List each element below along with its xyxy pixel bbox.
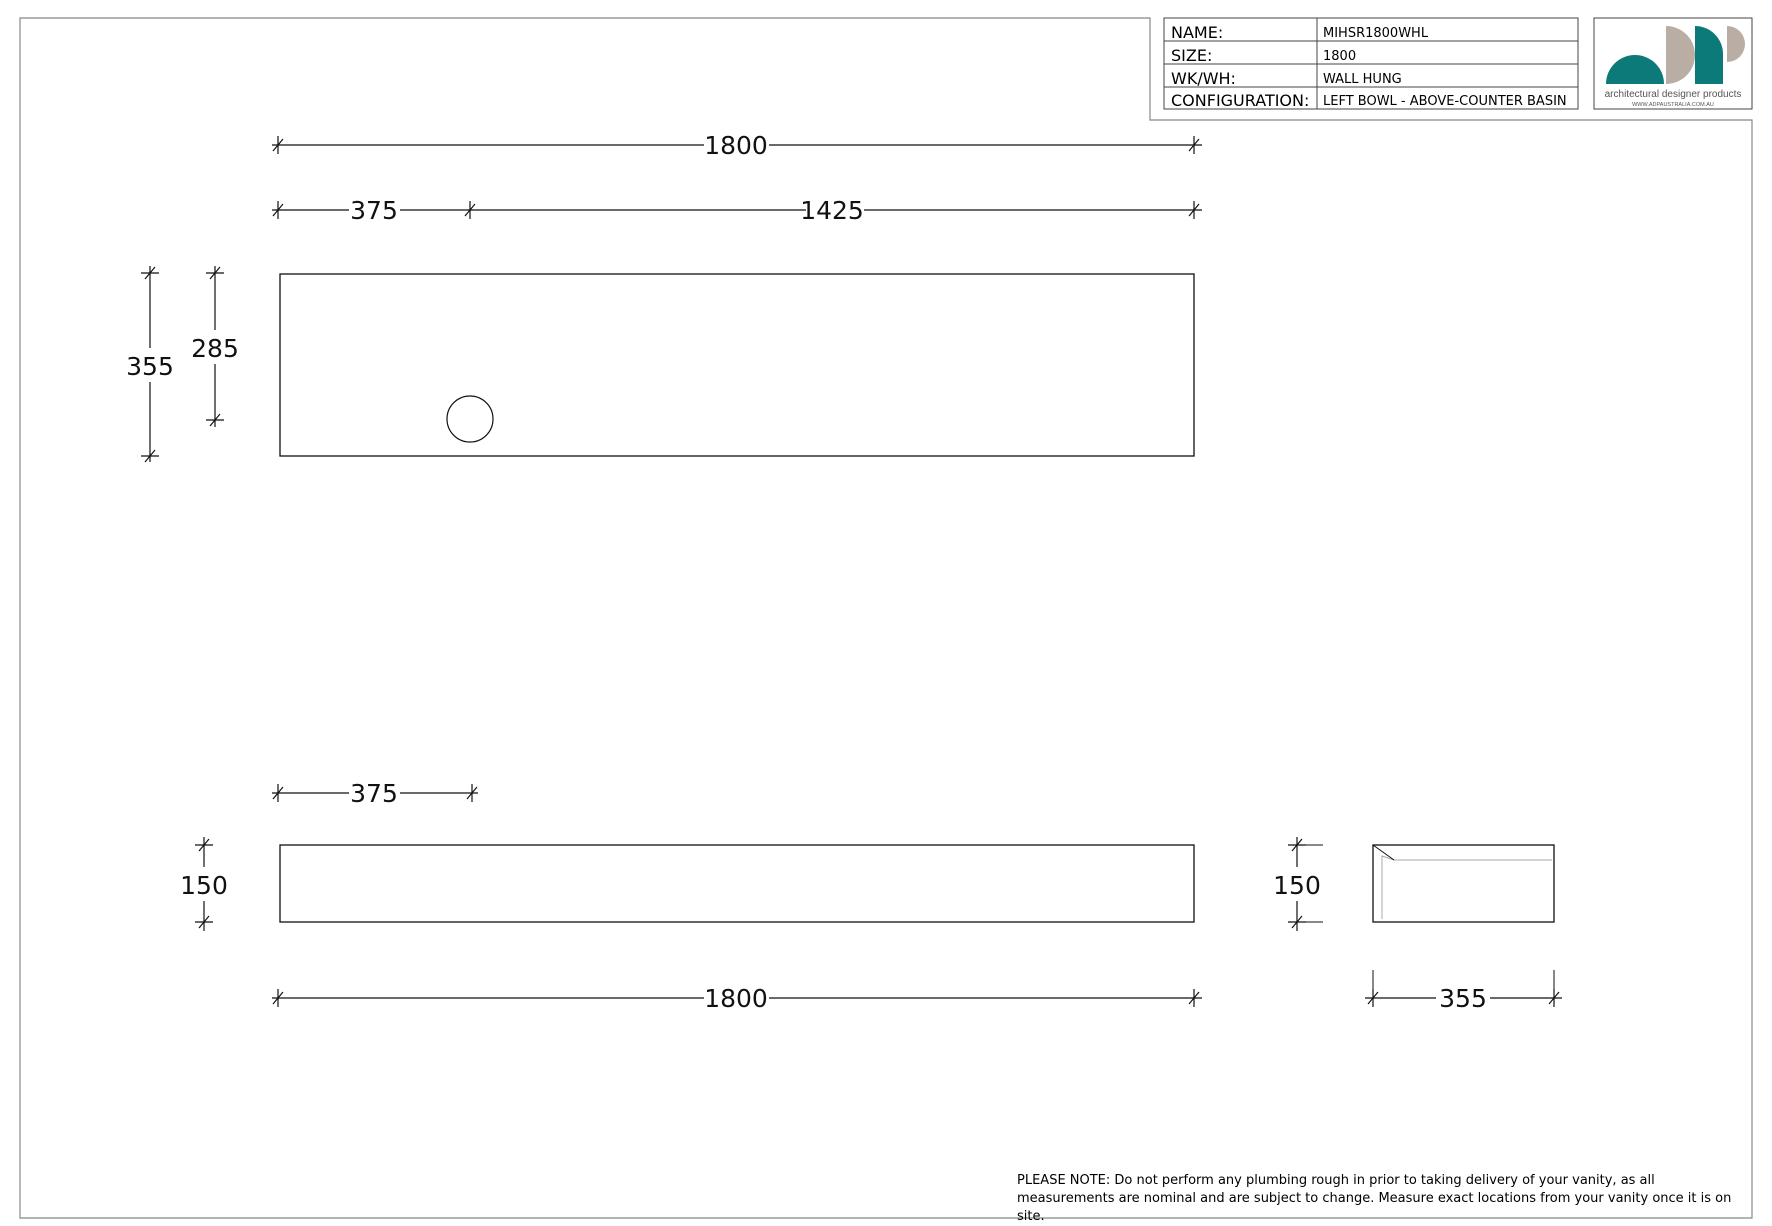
sheet-border <box>20 18 1752 1218</box>
dim-plan-bowl-depth <box>191 266 239 427</box>
dim-front-bowl-offset-label: 375 <box>350 779 398 808</box>
dim-plan-split <box>272 196 1202 225</box>
dim-side-height <box>1273 837 1323 931</box>
dim-plan-depth-label: 355 <box>126 352 174 381</box>
dim-plan-bowl-offset-label: 375 <box>350 196 398 225</box>
logo-url: WWW.ADPAUSTRALIA.COM.AU <box>1632 102 1714 108</box>
adp-logo <box>1594 18 1752 109</box>
dim-plan-overall-label: 1800 <box>704 131 768 160</box>
dim-front-overall-label: 1800 <box>704 984 768 1013</box>
configuration-value: LEFT BOWL - ABOVE-COUNTER BASIN <box>1323 94 1567 109</box>
side-view <box>1273 837 1562 1013</box>
plan-view <box>126 131 1202 462</box>
wkwh-value: WALL HUNG <box>1323 72 1402 87</box>
dim-front-overall <box>272 984 1202 1013</box>
dim-side-depth <box>1365 970 1562 1013</box>
dim-side-depth-label: 355 <box>1439 984 1487 1013</box>
dim-front-height-label: 150 <box>180 871 228 900</box>
size-label: SIZE: <box>1171 46 1213 65</box>
plumbing-note: PLEASE NOTE: Do not perform any plumbing rough in prior to taking delivery of your vanity, as all measurements are nominal and are subject to change. Measure exact locations from your vanity once it is on site. <box>1017 1173 1732 1224</box>
dim-plan-overall <box>272 131 1202 160</box>
dim-plan-depth <box>126 266 174 462</box>
dim-front-height <box>180 837 228 931</box>
dim-plan-bowl-depth-label: 285 <box>191 334 239 363</box>
plan-waste-hole <box>447 396 493 442</box>
wkwh-label: WK/WH: <box>1171 69 1236 88</box>
side-inner-edge <box>1382 856 1552 919</box>
dim-front-bowl-offset <box>272 779 478 808</box>
front-vanity-outline <box>280 845 1194 922</box>
logo-name: architectural designer products <box>1604 89 1742 100</box>
front-view <box>180 779 1202 1013</box>
plan-vanity-outline <box>280 274 1194 456</box>
title-block <box>1164 18 1578 110</box>
dim-plan-remaining-label: 1425 <box>800 196 864 225</box>
dim-side-height-label: 150 <box>1273 871 1321 900</box>
size-value: 1800 <box>1323 49 1357 64</box>
name-label: NAME: <box>1171 23 1224 42</box>
side-vanity-outline <box>1373 845 1554 922</box>
configuration-label: CONFIGURATION: <box>1171 91 1310 110</box>
name-value: MIHSR1800WHL <box>1323 26 1429 41</box>
